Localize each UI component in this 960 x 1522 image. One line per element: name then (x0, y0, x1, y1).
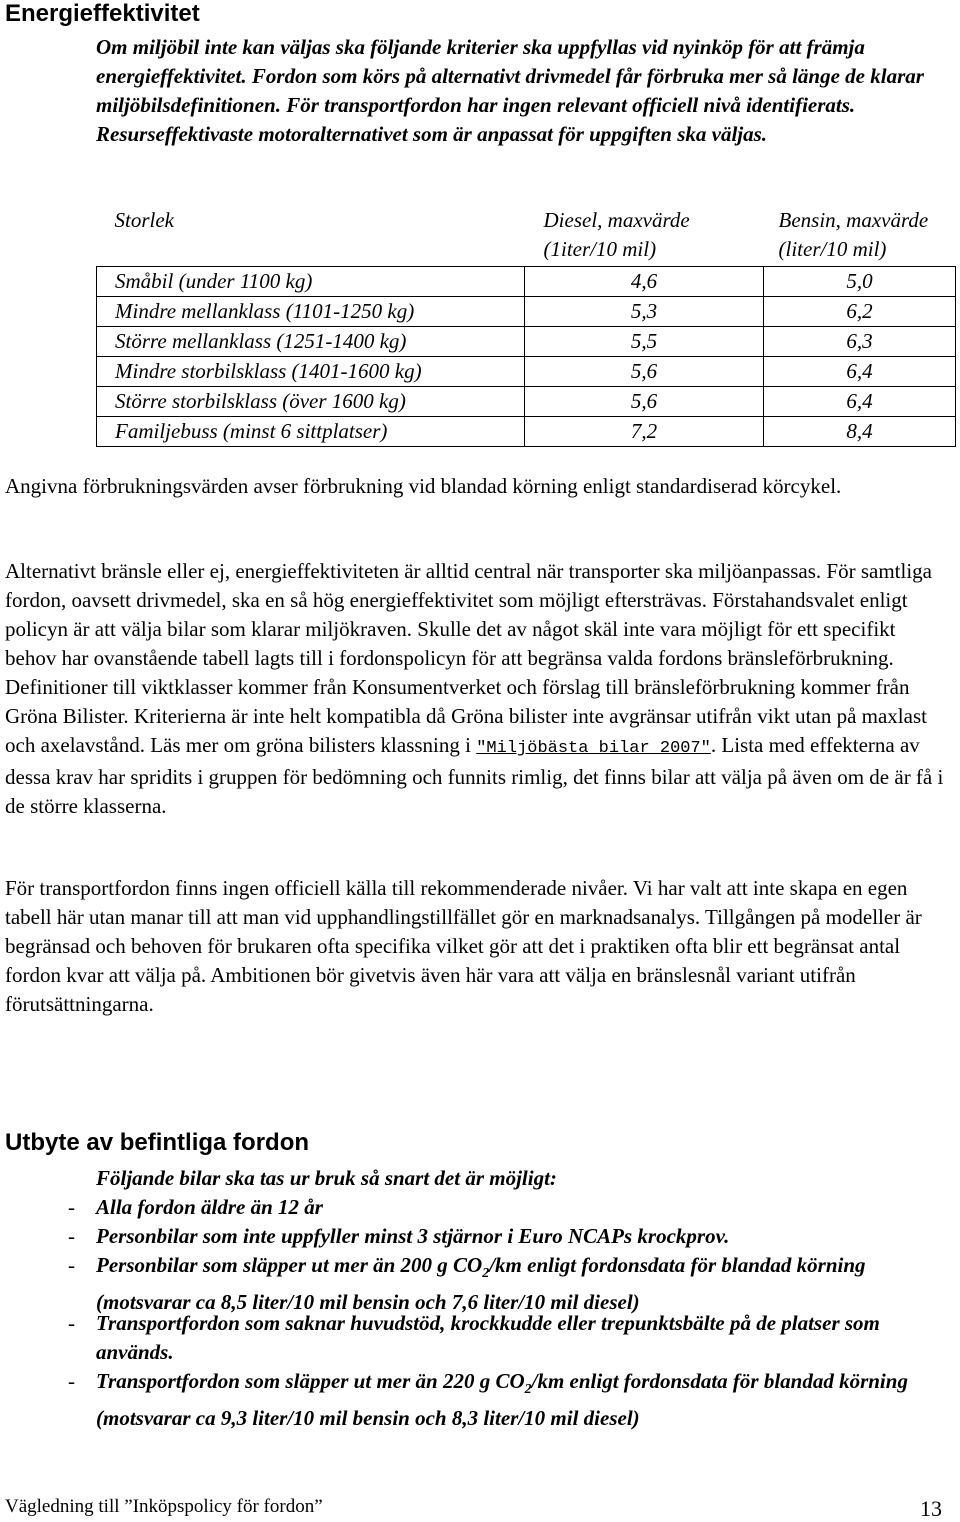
table-row (97, 357, 956, 387)
list-dash: - (68, 1253, 75, 1277)
cell-diesel: 5,5 (525, 327, 764, 357)
page-number: 13 (920, 1496, 942, 1521)
cell-diesel: 5,6 (525, 387, 764, 417)
list-dash: - (68, 1369, 75, 1393)
section-heading-energieffektivitet: Energieffektivitet (5, 0, 200, 27)
list-text-part: /km enligt fordonsdata för blandad körning (motsvarar ca 9,3 liter/10 mil bensin och 8,3 liter/10 mil diesel) (96, 1369, 908, 1431)
table-row (97, 267, 956, 297)
cell-bensin: 6,4 (764, 387, 956, 417)
list-item-text (96, 1367, 946, 1433)
table-row (97, 417, 956, 447)
miljobasta-bilar-link[interactable]: "Miljöbästa bilar 2007" (476, 739, 711, 758)
list-item-text: Personbilar som inte uppfyller minst 3 stjärnor i Euro NCAPs krockprov. (96, 1224, 730, 1248)
subscript: 2 (524, 1382, 532, 1398)
list-item-text: Transportfordon som saknar huvudstöd, krockkudde eller trepunktsbälte på de platser som används. (96, 1311, 880, 1364)
transport-paragraph: För transportfordon finns ingen officiell källa till rekommenderade nivåer. Vi har valt att inte skapa en egen tabell här utan manar till att man vid upphandlingstillfället gör en marknadsanalys. Tillgången på modeller är begränsad och behoven för brukaren ofta specifika vilket gör att det i praktiken ofta blir ett begränsat antal fordon kvar att välja på. Ambitionen bör givetvis även här vara att välja en bränslesnål variant utifrån förutsättningarna. (5, 876, 922, 1016)
header-diesel: Diesel, maxvärde (1iter/10 mil) (525, 204, 764, 267)
list-text-part: /km enligt fordonsdata för blandad körning (motsvarar ca 8,5 liter/10 mil bensin och 7,6 liter/10 mil diesel) (96, 1253, 866, 1315)
cell-size: Familjebuss (minst 6 sittplatser) (97, 417, 525, 447)
table-header-row (97, 204, 956, 267)
footer-title: Vägledning till ”Inköpspolicy för fordon” (5, 1496, 323, 1517)
replacement-lead: Följande bilar ska tas ur bruk så snart det är möjligt: (96, 1166, 557, 1190)
header-storlek: Storlek (97, 204, 525, 267)
cell-bensin: 6,4 (764, 357, 956, 387)
cell-diesel: 4,6 (525, 267, 764, 297)
cell-bensin: 5,0 (764, 267, 956, 297)
table-row (97, 297, 956, 327)
cell-diesel: 5,6 (525, 357, 764, 387)
consumption-note: Angivna förbrukningsvärden avser förbrukning vid blandad körning enligt standardiserad körcykel. (5, 474, 842, 498)
table-row (97, 327, 956, 357)
table-row (97, 387, 956, 417)
header-bensin: Bensin, maxvärde (liter/10 mil) (764, 204, 956, 267)
cell-bensin: 6,3 (764, 327, 956, 357)
list-text-part: Transportfordon som släpper ut mer än 220 g CO (96, 1369, 525, 1393)
list-dash: - (68, 1311, 75, 1335)
cell-size: Mindre mellanklass (1101-1250 kg) (97, 297, 525, 327)
section-heading-utbyte: Utbyte av befintliga fordon (5, 1129, 310, 1156)
cell-size: Mindre storbilsklass (1401-1600 kg) (97, 357, 525, 387)
policy-paragraph (5, 557, 950, 821)
policy-text-end: . Lista med effekterna av dessa krav har spridits i gruppen för bedömning och funnits rimlig, det finns bilar att välja på även om de är få i de större klasserna. (5, 733, 944, 818)
list-item-text: Alla fordon äldre än 12 år (96, 1195, 323, 1219)
list-item-text (96, 1251, 946, 1317)
cell-size: Större storbilsklass (över 1600 kg) (97, 387, 525, 417)
cell-bensin: 6,2 (764, 297, 956, 327)
list-dash: - (68, 1224, 75, 1248)
cell-diesel: 5,3 (525, 297, 764, 327)
list-text-part: Personbilar som släpper ut mer än 200 g CO (96, 1253, 483, 1277)
list-dash: - (68, 1195, 75, 1219)
subscript: 2 (482, 1266, 490, 1282)
cell-size: Större mellanklass (1251-1400 kg) (97, 327, 525, 357)
intro-paragraph: Om miljöbil inte kan väljas ska följande kriterier ska uppfyllas vid nyinköp för att främja energieffektivitet. Fordon som körs på alternativt drivmedel får förbruka mer så länge de klarar miljöbilsdefinitionen. För transportfordon har ingen relevant officiell nivå identifierats. Resurseffektivaste motoralternativet som är anpassat för uppgiften ska väljas. (96, 35, 924, 146)
fuel-consumption-table (96, 204, 956, 447)
policy-text-start: Alternativt bränsle eller ej, energieffektiviteten är alltid central när transporter ska miljöanpassas. För samtliga fordon, oavsett drivmedel, ska en så hög energieffektivitet som möjligt eftersträvas. Förstahandsvalet enligt policyn är att välja bilar som klarar miljökraven. Skulle det av något skäl inte vara möjligt för ett specifikt behov har ovanstående tabell lagts till i fordonspolicyn för att begränsa valda fordons bränsleförbrukning. Definitioner till viktklasser kommer från Konsumentverket och förslag till bränsleförbrukning kommer från Gröna Bilister. Kriterierna är inte helt kompatibla då Gröna bilister inte avgränsar utifrån vikt utan på maxlast och axelavstånd. Läs mer om gröna bilisters klassning i (5, 559, 932, 757)
cell-size: Småbil (under 1100 kg) (97, 267, 525, 297)
cell-bensin: 8,4 (764, 417, 956, 447)
cell-diesel: 7,2 (525, 417, 764, 447)
